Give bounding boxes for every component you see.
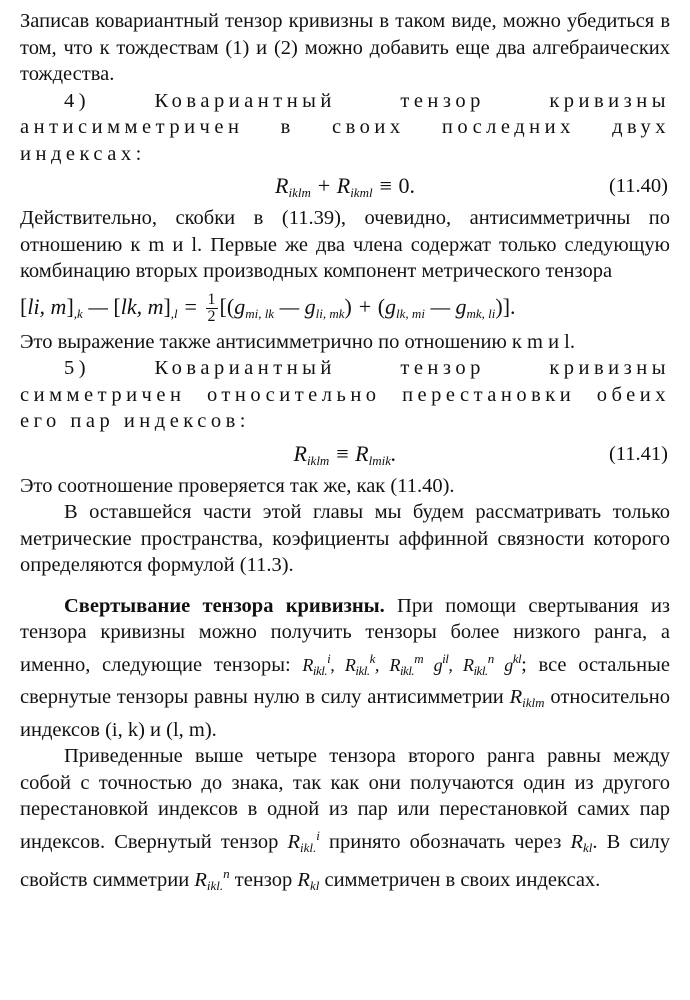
paragraph-8-text-1: При помощи свертывания из тензора кривизны можно получить тензоры более низкого ранга, а именно, следующие тензоры: xyxy=(20,594,671,676)
paragraph-9-text-e: симметричен в своих индексах. xyxy=(324,869,601,891)
equation-11-41 xyxy=(20,435,670,473)
paragraph-9 xyxy=(20,743,670,900)
paragraph-9-text-d: тензор xyxy=(234,869,293,891)
equation-bracket-formula: [li, $m]_{,k}$ — [lk, $m]_{,l}$ = $\frac{1}{2}$ [($g_{mi, lk}$ — $g_{li, mk}) + (g_{lk, mi}$ — $g_{mk, li}$)]. xyxy=(20,290,516,325)
equation-11-41-formula: $R_{iklm} \equiv R_{lmik}$. xyxy=(293,440,397,468)
paragraph-9-text-b: принято обозначать через xyxy=(329,830,562,853)
paragraph-1: Записав ковариантный тензор кривизны в таком виде, можно убедиться в том, что к тождествам (1) и (2) можно добавить еще два алгебраических тождества. xyxy=(20,10,670,85)
page-body xyxy=(20,8,670,900)
paragraph-3: Действительно, скобки в (11.39), очевидно, антисимметричны по отношению к m и l. Первые же два члена содержат только следующую комбинацию вторых производных компонент метрического тензора xyxy=(20,207,670,282)
section-gap xyxy=(20,579,670,593)
section-heading: Свертывание тензора кривизны. xyxy=(64,594,385,617)
equation-11-40 xyxy=(20,167,670,205)
paragraph-4: Это выражение также антисимметрично по отношению к m и l. xyxy=(20,330,575,353)
paragraph-6: Это соотношение проверяется так же, как (11.40). xyxy=(20,474,455,497)
tensor-r-kl-2: $R_{kl}$ xyxy=(297,869,320,893)
tensor-r-kl: $R_{kl}$ xyxy=(570,830,593,855)
paragraph-2: 4) Ковариантный тензор кривизны антисимметричен в своих последних двух индексах: xyxy=(20,89,670,165)
equation-11-40-formula: $R_{iklm} + R_{ikml} \equiv 0$. xyxy=(275,173,415,200)
paragraph-9-text-a: Приведенные выше четыре тензора второго ранга равны между собой с точностью до знака, так как они получаются один из другого перестановкой индексов в одной из пар или перестановкой самих пар индексов. Свернутый тензор xyxy=(20,745,670,853)
paragraph-9-text-c: . В силу свойств симметрии xyxy=(20,830,671,891)
equation-bracket xyxy=(20,285,670,329)
tensor-r-iklm: $R_{iklm}$ xyxy=(509,686,545,710)
paragraph-5: 5) Ковариантный тензор кривизны симметричен относительно перестановки обеих его пар индексов: xyxy=(20,357,670,432)
contracted-tensors-formula: $R_{ikl.}^i$, $R_{ikl.}^k$, $R_{ikl.}^m$ $g^{il}$, $R_{ikl.}^n$ $g^{kl}$ xyxy=(302,650,522,678)
paragraph-7: В оставшейся части этой главы мы будем рассматривать только метрические пространства, коэфициенты аффинной связности которого определяются формулой (11.3). xyxy=(20,501,670,576)
tensor-r-ikl-n: $R_{ikl.}^n$ xyxy=(194,866,230,893)
fraction-one-half: $\frac{1}{2}$ xyxy=(207,290,216,325)
equation-11-41-number: (11.41) xyxy=(608,442,668,465)
paragraph-8-text-2: ; все остальные свернутые тензоры равны нулю в силу антисимметрии xyxy=(20,653,670,708)
paragraph-8-text-3: относительно индексов (i, k) и (l, m). xyxy=(20,686,670,741)
paragraph-8 xyxy=(20,593,670,744)
equation-11-40-number: (11.40) xyxy=(608,175,668,197)
tensor-r-ikl-i: $R_{ikl.}^i$ xyxy=(287,827,320,855)
